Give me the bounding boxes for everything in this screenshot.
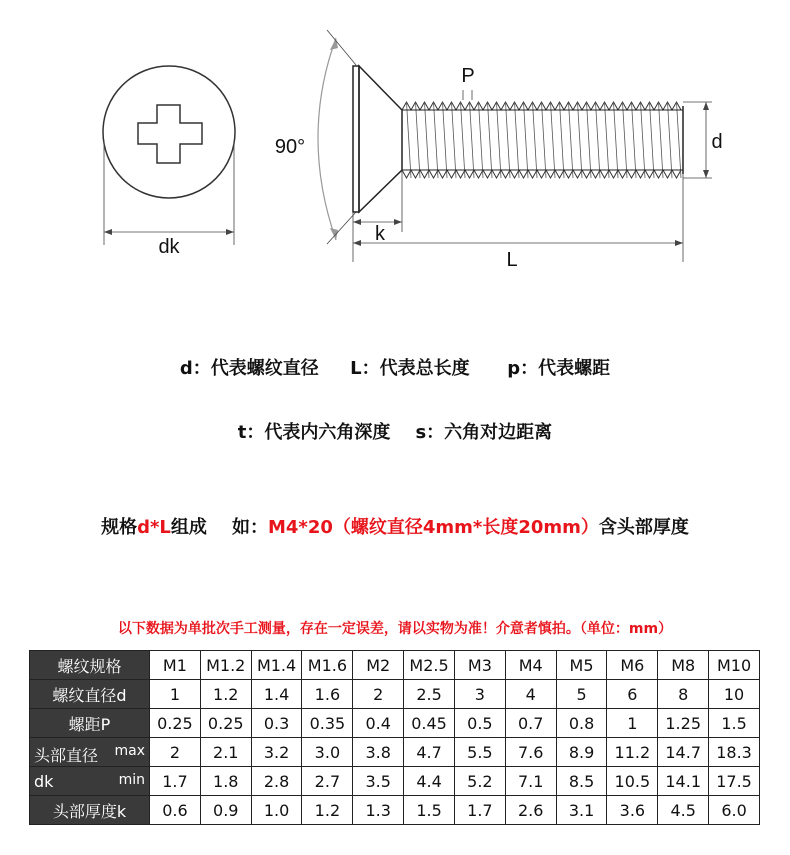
cell-thickness: 0.9	[200, 796, 251, 825]
label-angle: 90°	[274, 136, 306, 158]
cell-pitch: 1	[607, 709, 658, 738]
cell-pitch: 0.5	[454, 709, 505, 738]
measurement-notice: 以下数据为单批次手工测量，存在一定误差，请以实物为准！介意者慎拍。（单位：mm）	[117, 621, 673, 637]
header-thread: 螺纹规格	[30, 651, 150, 680]
cell-pitch: 0.4	[353, 709, 404, 738]
cell-thread: M10	[709, 651, 760, 680]
cell-thread: M2.5	[404, 651, 455, 680]
cell-head-max: 11.2	[607, 738, 658, 767]
cell-diameter: 1.6	[302, 680, 353, 709]
cell-pitch: 0.3	[251, 709, 302, 738]
cell-thread: M8	[658, 651, 709, 680]
cell-thread: M4	[505, 651, 556, 680]
cell-diameter: 4	[505, 680, 556, 709]
header-head-min-left: dk	[34, 772, 54, 791]
cell-thread: M1	[150, 651, 201, 680]
spec-composition	[0, 513, 790, 539]
cell-diameter: 2.5	[404, 680, 455, 709]
cell-diameter: 1.2	[200, 680, 251, 709]
cell-thickness: 6.0	[709, 796, 760, 825]
cell-thread: M1.2	[200, 651, 251, 680]
cell-diameter: 5	[556, 680, 607, 709]
cell-thickness: 3.1	[556, 796, 607, 825]
cell-pitch: 0.25	[150, 709, 201, 738]
header-pitch: 螺距P	[30, 709, 150, 738]
cell-head-min: 10.5	[607, 767, 658, 796]
header-head-max	[30, 738, 150, 767]
cell-head-min: 7.1	[505, 767, 556, 796]
cell-thread: M1.6	[302, 651, 353, 680]
cell-head-max: 5.5	[454, 738, 505, 767]
cell-head-max: 8.9	[556, 738, 607, 767]
cell-thickness: 2.6	[505, 796, 556, 825]
cell-head-max: 14.7	[658, 738, 709, 767]
cell-pitch: 0.35	[302, 709, 353, 738]
cell-thickness: 4.5	[658, 796, 709, 825]
row-thickness	[30, 796, 760, 825]
cell-pitch: 1.5	[709, 709, 760, 738]
row-pitch	[30, 709, 760, 738]
cell-diameter: 3	[454, 680, 505, 709]
cell-thickness: 1.2	[302, 796, 353, 825]
spec-middle: 组成 如：	[170, 517, 268, 538]
header-head-max-left: 头部直径	[34, 746, 99, 765]
head-top-view	[103, 66, 235, 258]
cell-thickness: 0.6	[150, 796, 201, 825]
cell-head-max: 2.1	[200, 738, 251, 767]
cell-pitch: 0.8	[556, 709, 607, 738]
thread-section	[402, 102, 681, 178]
cell-head-min: 3.5	[353, 767, 404, 796]
label-p: P	[461, 65, 475, 87]
cell-head-min: 5.2	[454, 767, 505, 796]
row-head-max	[30, 738, 760, 767]
label-k: k	[375, 223, 385, 245]
cell-thread: M6	[607, 651, 658, 680]
cell-head-max: 4.7	[404, 738, 455, 767]
header-head-min-right: min	[118, 772, 145, 788]
cell-head-max: 18.3	[709, 738, 760, 767]
cell-head-min: 1.7	[150, 767, 201, 796]
row-thread	[30, 651, 760, 680]
spec-suffix: 含头部厚度	[598, 517, 689, 538]
phillips-cross	[138, 105, 202, 163]
cell-head-min: 2.8	[251, 767, 302, 796]
cell-head-max: 3.2	[251, 738, 302, 767]
legend-line-2: t：代表内六角深度 s：六角对边距离	[237, 422, 553, 443]
cell-diameter: 8	[658, 680, 709, 709]
label-d: d	[711, 131, 723, 153]
cell-head-max: 7.6	[505, 738, 556, 767]
header-diameter: 螺纹直径d	[30, 680, 150, 709]
cell-thread: M5	[556, 651, 607, 680]
label-dk: dk	[158, 236, 180, 258]
cell-diameter: 2	[353, 680, 404, 709]
spec-example: M4*20（螺纹直径4mm*长度20mm）	[267, 517, 599, 538]
cell-head-min: 4.4	[404, 767, 455, 796]
cell-thickness: 1.3	[353, 796, 404, 825]
header-head-min	[30, 767, 150, 796]
cell-pitch: 0.25	[200, 709, 251, 738]
cell-pitch: 1.25	[658, 709, 709, 738]
label-l: L	[506, 249, 518, 271]
screw-side-view	[275, 30, 723, 271]
cell-diameter: 1.4	[251, 680, 302, 709]
row-diameter	[30, 680, 760, 709]
cell-head-min: 1.8	[200, 767, 251, 796]
spec-formula: d*L	[137, 517, 171, 538]
cell-thickness: 3.6	[607, 796, 658, 825]
cell-pitch: 0.45	[404, 709, 455, 738]
cell-thread: M3	[454, 651, 505, 680]
cell-head-min: 17.5	[709, 767, 760, 796]
cell-head-max: 2	[150, 738, 201, 767]
countersunk-head	[359, 66, 402, 212]
cell-thread: M2	[353, 651, 404, 680]
cell-diameter: 6	[607, 680, 658, 709]
cell-thickness: 1.0	[251, 796, 302, 825]
spec-prefix: 规格	[101, 517, 138, 538]
screw-dimension-diagram	[0, 0, 790, 300]
cell-thread: M1.4	[251, 651, 302, 680]
cell-thickness: 1.7	[454, 796, 505, 825]
cell-head-min: 14.1	[658, 767, 709, 796]
cell-pitch: 0.7	[505, 709, 556, 738]
legend-line-1: d：代表螺纹直径 L：代表总长度 p：代表螺距	[179, 358, 611, 379]
cell-thickness: 1.5	[404, 796, 455, 825]
header-head-max-right: max	[114, 743, 145, 759]
row-head-min	[30, 767, 760, 796]
cell-head-min: 8.5	[556, 767, 607, 796]
cell-head-min: 2.7	[302, 767, 353, 796]
cell-diameter: 1	[150, 680, 201, 709]
cell-head-max: 3.0	[302, 738, 353, 767]
cell-diameter: 10	[709, 680, 760, 709]
cell-head-max: 3.8	[353, 738, 404, 767]
spec-table	[29, 650, 760, 825]
header-thickness: 头部厚度k	[30, 796, 150, 825]
